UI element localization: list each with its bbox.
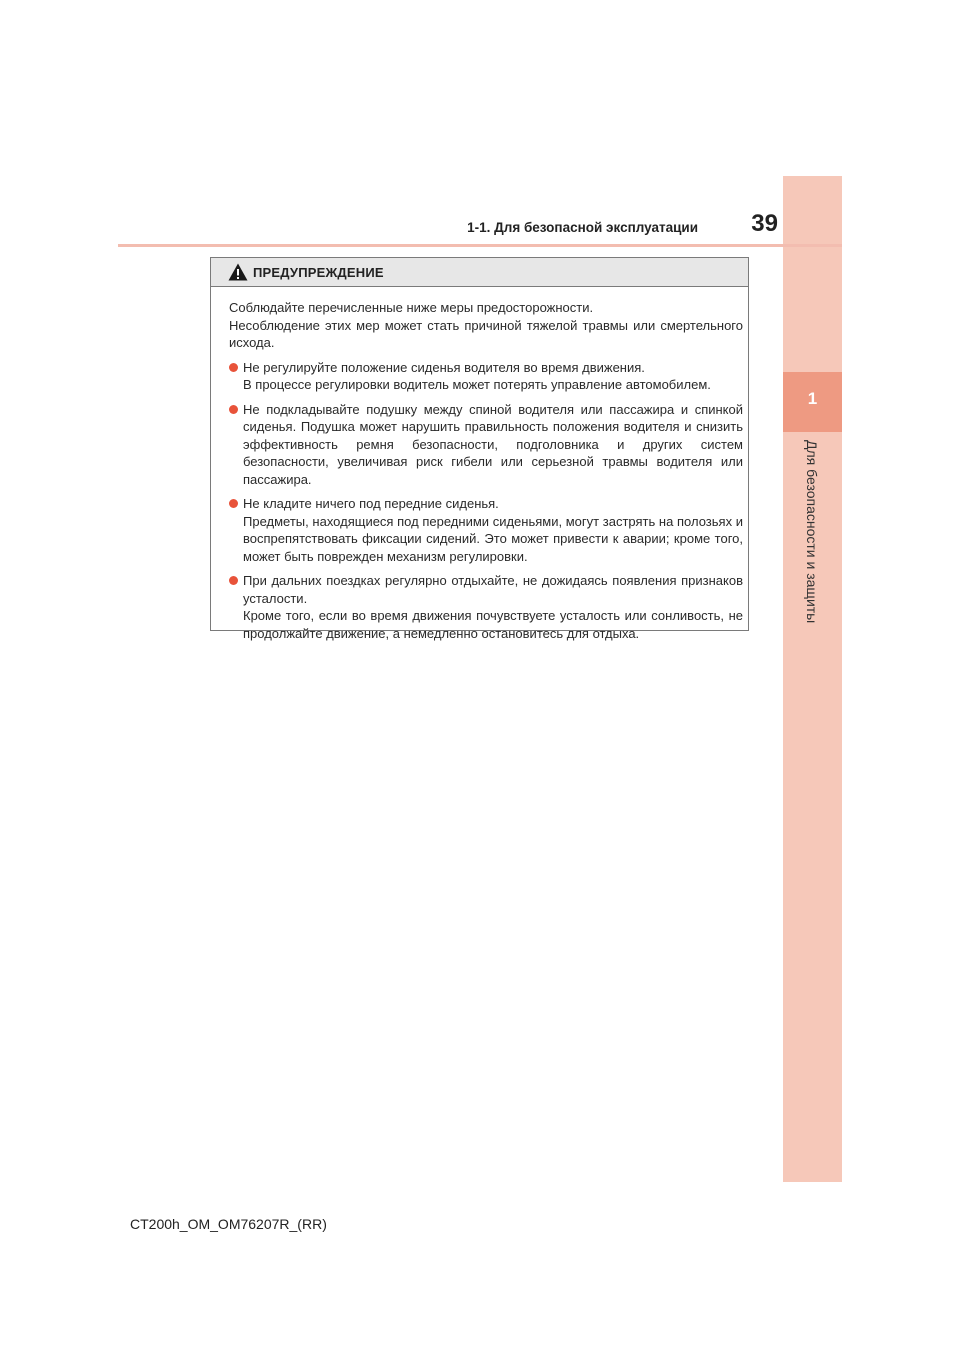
list-item [229, 401, 743, 489]
bullet-text: Не кладите ничего под передние сиденья. [243, 496, 499, 511]
warning-header [211, 258, 748, 287]
page-number: 39 [751, 210, 778, 237]
bullet-text: При дальних поездках регулярно отдыхайте, не дожидаясь появления признаков усталости. [243, 573, 743, 606]
bullet-text: Кроме того, если во время движения почувствуете усталость или сонливость, не продолжайте движение, а немедленно остановитесь для отдыха. [243, 608, 743, 641]
bullet-text: Не регулируйте положение сиденья водителя во время движения. [243, 359, 645, 375]
warning-triangle-icon [228, 263, 248, 281]
intro-line: Несоблюдение этих мер может стать причиной тяжелой травмы или смертельного исхода. [229, 317, 743, 350]
bullet-text: Не подкладывайте подушку между спиной водителя или пассажира и спинкой сиденья. Подушка может нарушить правильность положения водителя и снизить эффективность ремня безопасности, подголовника и других систем безопасности, увеличивая риск гибели или серьезной травмы водителя или пассажира. [243, 401, 743, 487]
bullet-dot-icon [229, 576, 238, 585]
list-item [229, 359, 743, 394]
side-tab-strip [783, 176, 842, 1182]
chapter-number: 1 [807, 389, 818, 408]
warning-intro [229, 299, 743, 352]
intro-line: Соблюдайте перечисленные ниже меры предосторожности. [229, 300, 594, 315]
list-item [229, 495, 743, 565]
bullet-dot-icon [229, 405, 238, 414]
warning-title: ПРЕДУПРЕЖДЕНИЕ [253, 265, 384, 280]
warning-body [229, 299, 743, 642]
warning-box [210, 257, 749, 641]
list-item [229, 572, 743, 642]
bullet-dot-icon [229, 363, 238, 372]
bullet-text: Предметы, находящиеся под передними сиденьями, могут застрять на полозьях и воспрепятствовать фиксации сидений. Это может привести к аварии; кроме того, может быть поврежден механизм регулировки. [243, 513, 743, 564]
chapter-title: Для безопасности и защиты [804, 440, 820, 624]
header-divider [118, 244, 842, 247]
bullet-text: В процессе регулировки водитель может потерять управление автомобилем. [243, 377, 711, 392]
document-code: CT200h_OM_OM76207R_(RR) [130, 1216, 327, 1232]
section-title: 1-1. Для безопасной эксплуатации [467, 220, 698, 235]
warning-bullet-list [229, 359, 743, 643]
bullet-dot-icon [229, 499, 238, 508]
